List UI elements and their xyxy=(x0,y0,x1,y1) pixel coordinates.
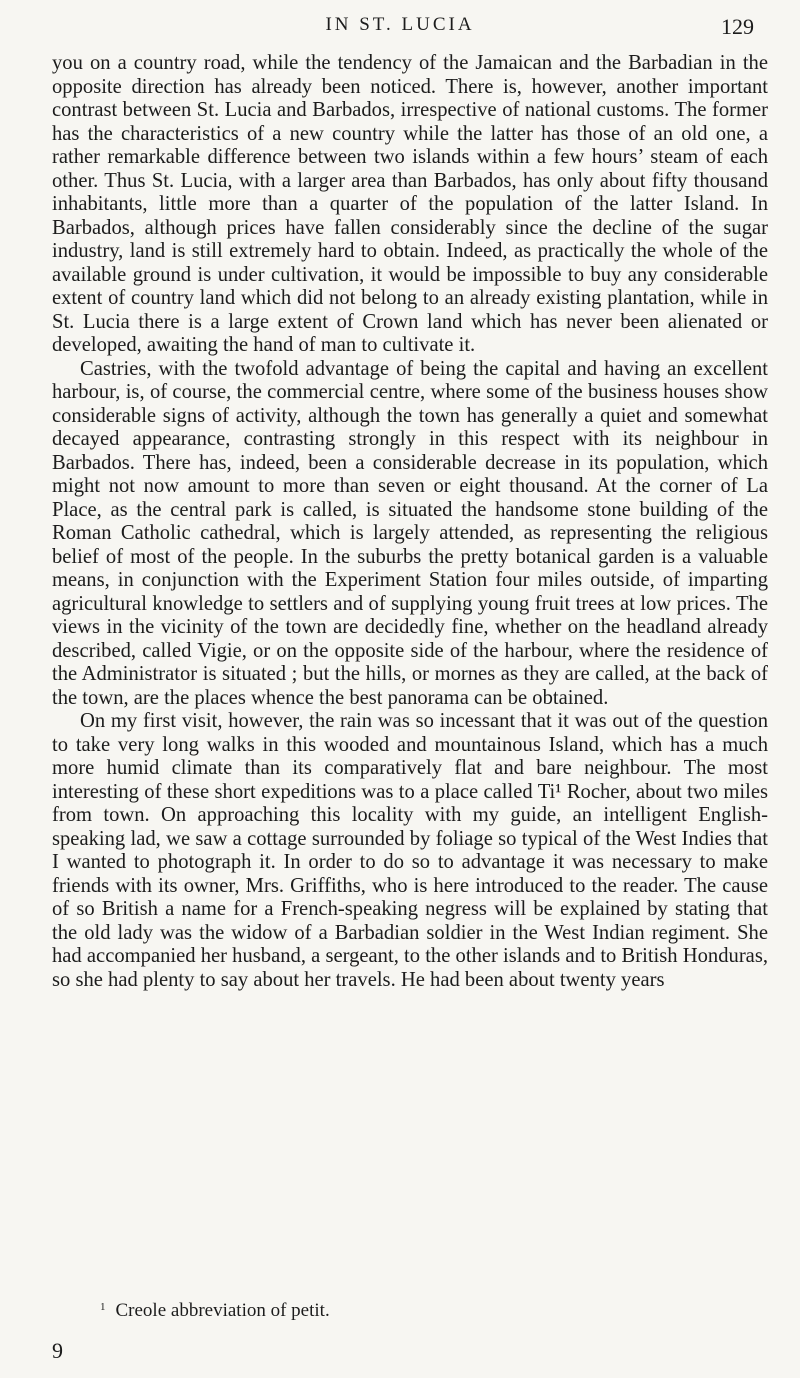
body-text xyxy=(52,52,768,992)
running-title: IN ST. LUCIA xyxy=(325,14,475,35)
footnote-text: Creole abbreviation of petit. xyxy=(115,1300,330,1321)
footnote xyxy=(100,1300,740,1322)
paragraph-2: Castries, with the twofold advantage of being the capital and having an excellent harbour, is, of course, the commercial centre, where some of the business houses show considerable signs of activity, although the town has generally a quiet and somewhat decayed appearance, contrasting strongly in this respect with its neighbour in Barbados. There has, indeed, been a considerable decrease in its population, which might not now amount to more than seven or eight thousand. At the corner of La Place, as the central park is called, is situated the handsome stone building of the Roman Catholic cathedral, which is largely attended, as representing the religious belief of most of the people. In the suburbs the pretty botanical garden is a valuable means, in conjunction with the Experiment Station four miles outside, of imparting agricultural knowledge to settlers and of supplying young fruit trees at low prices. The views in the vicinity of the town are decidedly fine, whether on the headland already described, called Vigie, or on the opposite side of the harbour, where the residence of the Administrator is situated ; but the hills, or mornes as they are called, at the back of the town, are the places whence the best panorama can be obtained. xyxy=(52,357,768,709)
page-number: 129 xyxy=(721,14,754,39)
running-head xyxy=(0,14,800,40)
footnote-marker: 1 xyxy=(100,1301,106,1313)
paragraph-1: you on a country road, while the tendency of the Jamaican and the Barbadian in the opposite direction has already been noticed. There is, however, another important contrast between St. Lucia and Barbados, irrespective of national customs. The former has the characteristics of a new country while the latter has those of an old one, a rather remarkable difference between two islands within a few hours’ steam of each other. Thus St. Lucia, with a larger area than Barbados, has only about fifty thousand inhabitants, little more than a quarter of the population of the latter Island. In Barbados, although prices have fallen considerably since the decline of the sugar industry, land is still extremely hard to obtain. Indeed, as practically the whole of the available ground is under cultivation, it would be impossible to buy any considerable extent of country land which did not belong to an already existing plantation, while in St. Lucia there is a large extent of Crown land which has never been alienated or developed, awaiting the hand of man to cultivate it. xyxy=(52,52,768,356)
signature-mark: 9 xyxy=(52,1338,63,1363)
paragraph-3: On my first visit, however, the rain was so incessant that it was out of the question to take very long walks in this wooded and mountainous Island, which has a much more humid climate than its comparatively flat and bare neighbour. The most interesting of these short expeditions was to a place called Ti¹ Rocher, about two miles from town. On approaching this locality with my guide, an intelligent English-speaking lad, we saw a cottage surrounded by foliage so typical of the West Indies that I wanted to photograph it. In order to do so to advantage it was necessary to make friends with its owner, Mrs. Griffiths, who is here introduced to the reader. The cause of so British a name for a French-speaking negress will be explained by stating that the old lady was the widow of a Barbadian soldier in the West Indian regiment. She had accompanied her husband, a sergeant, to the other islands and to British Honduras, so she had plenty to say about her travels. He had been about twenty years xyxy=(52,710,768,991)
